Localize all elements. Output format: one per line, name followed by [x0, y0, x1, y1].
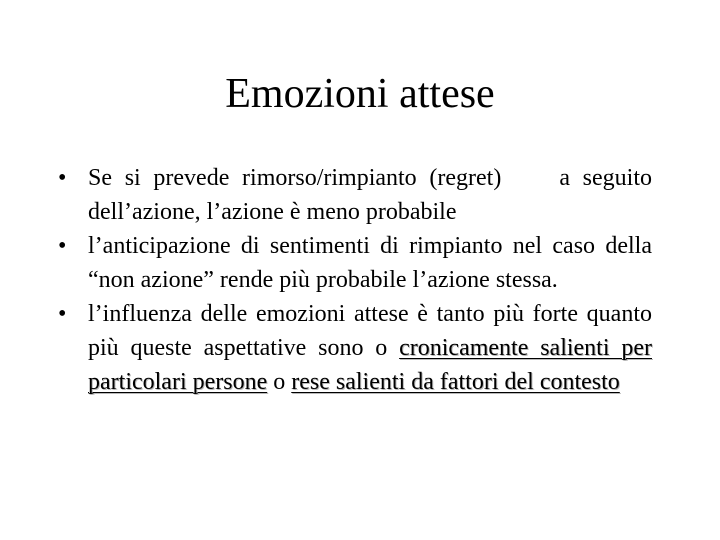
bullet-influence: [58, 297, 652, 399]
underlined-phrase-chronic: cronicamente salienti per particolari persone: [88, 335, 652, 395]
bullet-influence-text-b: o: [267, 369, 292, 395]
bullet-anticipation: [58, 229, 652, 297]
bullet-regret-text-b: a seguito dell’azione, l’azione è meno probabile: [88, 165, 653, 225]
bullet-list: [58, 161, 652, 399]
slide-title: Emozioni attese: [225, 71, 495, 117]
underlined-phrase-context: rese salienti da fattori del contesto: [291, 369, 620, 395]
bullet-influence-text-a: l’influenza delle emozioni attese è tanto più forte quanto più queste aspettative sono o: [88, 301, 652, 361]
bullet-anticipation-text: l’anticipazione di sentimenti di rimpianto nel caso della “non azione” rende più probabile l’azione stessa.: [88, 233, 652, 293]
bullet-regret: [58, 161, 652, 229]
bullet-regret-text-a: Se si prevede rimorso/rimpianto (regret): [88, 165, 502, 191]
